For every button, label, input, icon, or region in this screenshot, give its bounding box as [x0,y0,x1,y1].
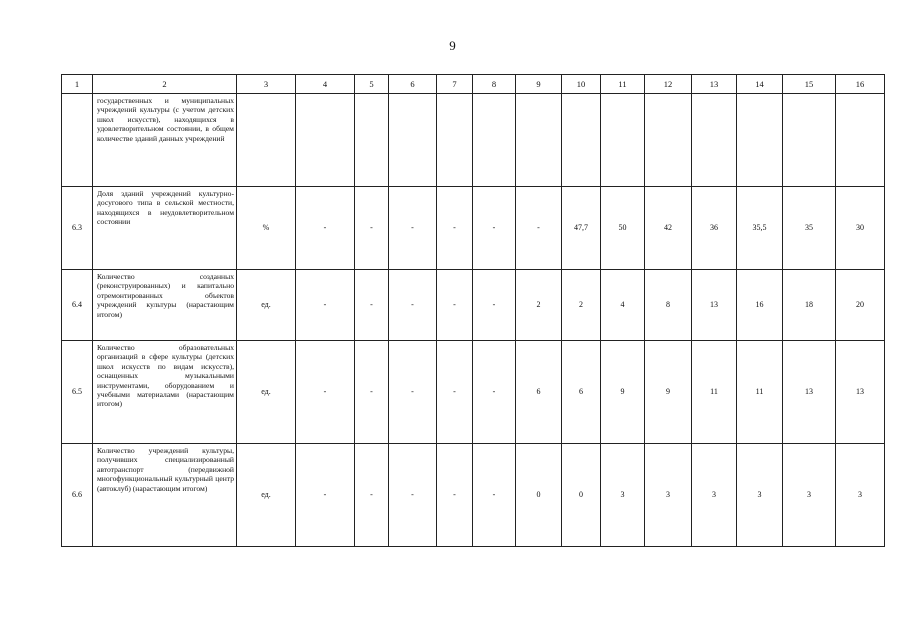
page-number: 9 [449,38,456,53]
table-row [62,341,885,444]
header-cell: 13 [692,75,737,94]
value-cell: 11 [737,341,783,444]
value-cell [836,94,885,187]
value-cell: - [296,187,355,270]
header-cell: 10 [562,75,601,94]
row-description: Количество образовательных организаций в сфере культуры (детских школ искусств по видам искусств), оснащенных музыкальными инструментами, оборудованием и учебными материалами (нарастающим итогом) [93,341,237,444]
value-cell: - [296,270,355,341]
value-cell [473,94,516,187]
row-description: Доля зданий учреждений культурно-досугового типа в сельской местности, находящихся в неудовлетворительном состоянии [93,187,237,270]
value-cell: - [296,444,355,547]
value-cell: - [437,187,473,270]
header-cell: 9 [516,75,562,94]
header-cell: 11 [601,75,645,94]
row-description: Количество созданных (реконструированных) и капитально отремонтированных объектов учреждений культуры (нарастающим итогом) [93,270,237,341]
value-cell: - [355,270,389,341]
table-row [62,270,885,341]
header-cell: 5 [355,75,389,94]
table-row [62,94,885,187]
value-cell: - [437,444,473,547]
value-cell: - [389,341,437,444]
value-cell: 0 [562,444,601,547]
value-cell: 9 [601,341,645,444]
value-cell [389,94,437,187]
value-cell: 13 [836,341,885,444]
row-number [62,94,93,187]
value-cell: - [437,341,473,444]
value-cell: 2 [562,270,601,341]
value-cell [355,94,389,187]
header-cell: 3 [237,75,296,94]
value-cell: 20 [836,270,885,341]
value-cell: 2 [516,270,562,341]
row-number: 6.4 [62,270,93,341]
table-row [62,444,885,547]
value-cell: 36 [692,187,737,270]
header-cell: 2 [93,75,237,94]
value-cell: - [296,341,355,444]
value-cell: 18 [783,270,836,341]
value-cell: - [355,444,389,547]
value-cell: - [473,270,516,341]
value-cell: - [437,270,473,341]
row-unit: ед. [237,444,296,547]
value-cell: 6 [516,341,562,444]
value-cell: - [516,187,562,270]
value-cell [645,94,692,187]
header-cell: 7 [437,75,473,94]
row-unit: ед. [237,270,296,341]
value-cell: 30 [836,187,885,270]
row-number: 6.6 [62,444,93,547]
table-row [62,187,885,270]
value-cell [601,94,645,187]
value-cell: 13 [692,270,737,341]
value-cell [737,94,783,187]
row-description: Количество учреждений культуры, получивших специализированный автотранспорт (передвижной многофункциональный культурный центр (автоклуб) (нарастающим итогом) [93,444,237,547]
header-cell: 4 [296,75,355,94]
value-cell: - [473,187,516,270]
header-cell: 6 [389,75,437,94]
value-cell: 11 [692,341,737,444]
row-unit [237,94,296,187]
table-header-row [62,75,885,94]
header-cell: 14 [737,75,783,94]
value-cell: 16 [737,270,783,341]
value-cell [562,94,601,187]
value-cell: 13 [783,341,836,444]
value-cell [516,94,562,187]
value-cell: 50 [601,187,645,270]
value-cell: - [355,341,389,444]
value-cell: - [389,444,437,547]
value-cell: 3 [601,444,645,547]
value-cell: 3 [645,444,692,547]
header-cell: 15 [783,75,836,94]
value-cell: 0 [516,444,562,547]
value-cell: 3 [692,444,737,547]
value-cell [692,94,737,187]
value-cell: 8 [645,270,692,341]
value-cell: 47,7 [562,187,601,270]
header-cell: 12 [645,75,692,94]
value-cell: 3 [737,444,783,547]
row-description: государственных и муниципальных учреждений культуры (с учетом детских школ искусств), находящихся в удовлетворительном состоянии, в общем количестве зданий данных учреждений [93,94,237,187]
header-cell: 16 [836,75,885,94]
row-unit: % [237,187,296,270]
row-number: 6.5 [62,341,93,444]
value-cell: 3 [836,444,885,547]
value-cell: 4 [601,270,645,341]
value-cell [296,94,355,187]
header-cell: 1 [62,75,93,94]
value-cell: 42 [645,187,692,270]
value-cell: 3 [783,444,836,547]
value-cell [783,94,836,187]
value-cell: 9 [645,341,692,444]
row-number: 6.3 [62,187,93,270]
value-cell: - [473,341,516,444]
value-cell: 35 [783,187,836,270]
value-cell: 35,5 [737,187,783,270]
value-cell: - [389,187,437,270]
value-cell: - [473,444,516,547]
row-unit: ед. [237,341,296,444]
value-cell: - [355,187,389,270]
indicators-table [61,74,885,547]
value-cell: - [389,270,437,341]
value-cell [437,94,473,187]
value-cell: 6 [562,341,601,444]
header-cell: 8 [473,75,516,94]
